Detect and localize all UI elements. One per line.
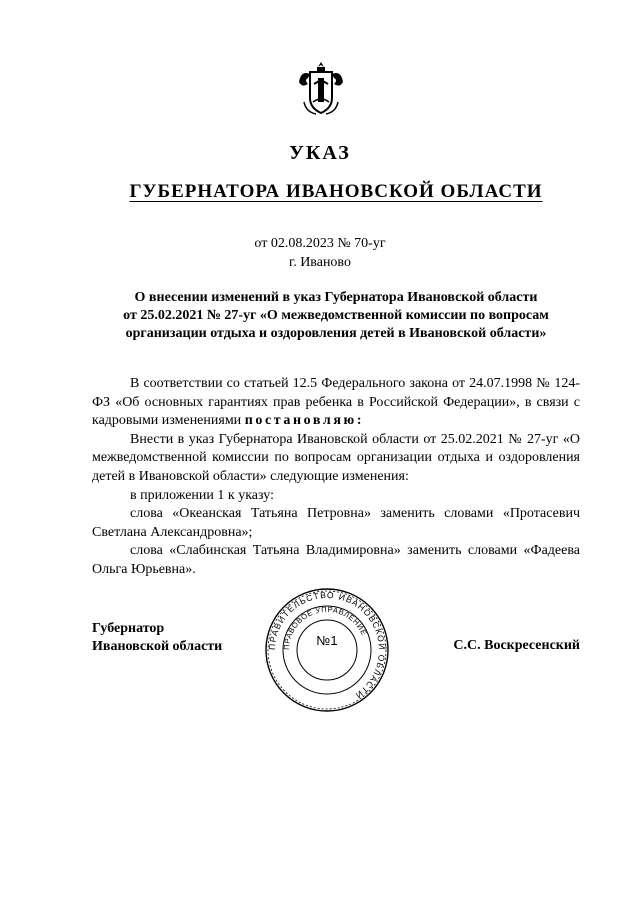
coat-of-arms-emblem bbox=[296, 58, 346, 118]
document-date-number: от 02.08.2023 № 70-уг bbox=[254, 236, 386, 251]
seal-inner-text: ПРАВОВОЕ УПРАВЛЕНИЕ bbox=[281, 604, 369, 651]
issuer-title: ГУБЕРНАТОРА ИВАНОВСКОЙ ОБЛАСТИ bbox=[129, 181, 543, 202]
decree-keyword: постановляю: bbox=[244, 413, 365, 429]
body-paragraph: Внести в указ Губернатора Ивановской области от 25.02.2021 № 27-уг «О межведомственной комиссии по вопросам организации отдыха и оздоровления детей в Ивановской области» следующие изменения: bbox=[92, 431, 580, 484]
document-body bbox=[92, 375, 580, 580]
body-paragraph: слова «Океанская Татьяна Петровна» заменить словами «Протасевич Светлана Александровна»; bbox=[92, 506, 580, 540]
signatory-name: С.С. Воскресенский bbox=[453, 638, 580, 653]
body-paragraph: слова «Слабинская Татьяна Владимировна» заменить словами «Фадеева Ольга Юрьевна». bbox=[92, 543, 580, 577]
heading-line: О внесении изменений в указ Губернатора Ивановской области bbox=[134, 290, 538, 305]
document-city: г. Иваново bbox=[289, 255, 351, 270]
body-paragraph: в приложении 1 к указу: bbox=[130, 487, 274, 503]
signatory-position: Губернатор Ивановской области bbox=[92, 621, 223, 654]
official-seal-stamp bbox=[262, 585, 392, 715]
document-heading bbox=[92, 289, 580, 343]
body-paragraph: В соответствии со статьей 12.5 Федерального закона от 24.07.1998 № 124-ФЗ «Об основных гарантиях прав ребенка в Российской Федерации», в связи с кадровыми изменениями постановляю: bbox=[92, 376, 580, 429]
seal-ring-text: ПРАВИТЕЛЬСТВО ИВАНОВСКОЙ ОБЛАСТИ bbox=[266, 589, 388, 702]
seal-number: №1 bbox=[316, 633, 338, 648]
document-type-title: УКАЗ bbox=[289, 142, 351, 164]
heading-line: организации отдыха и оздоровления детей в Ивановской области» bbox=[125, 326, 547, 341]
heading-line: от 25.02.2021 № 27-уг «О межведомственной комиссии по вопросам bbox=[123, 308, 549, 323]
